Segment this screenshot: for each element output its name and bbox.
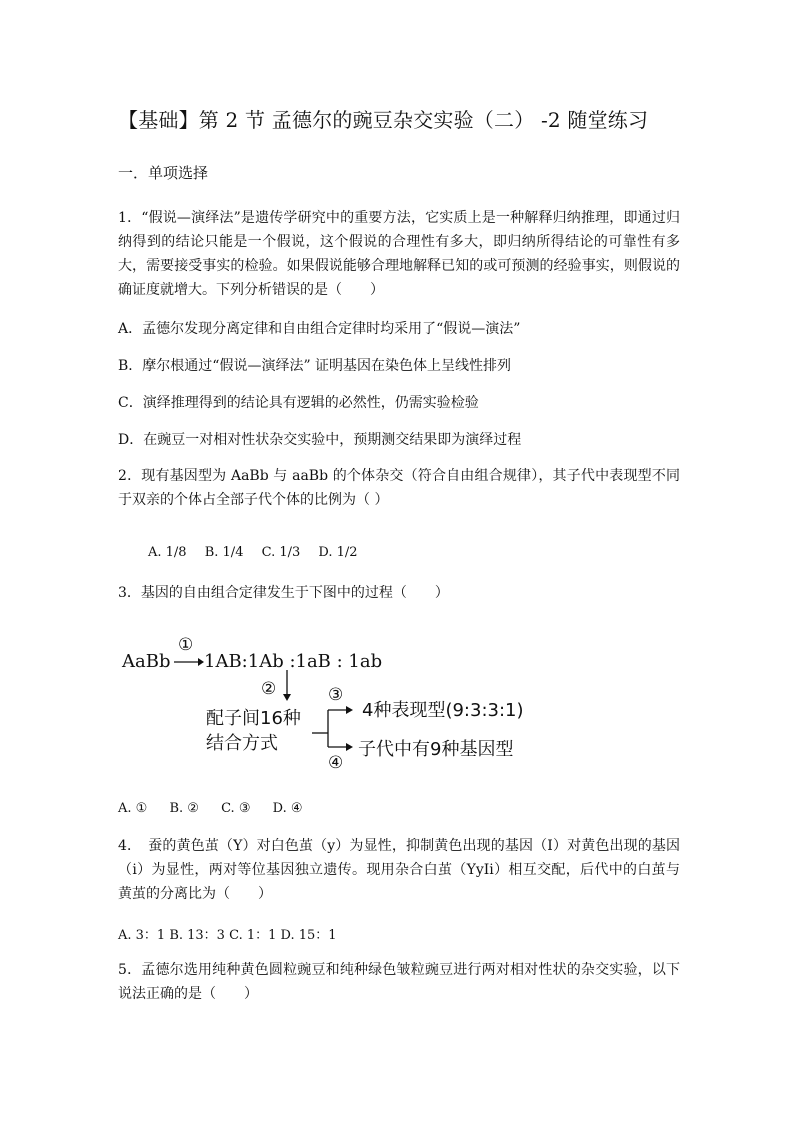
question-1-option-b: B．摩尔根通过“假说—演绎法” 证明基因在染色体上呈线性排列 bbox=[118, 358, 512, 374]
question-4-stem: 4． 蚕的黄色茧（Y）对白色茧（y）为显性，抑制黄色出现的基因（I）对黄色出现的基因（i）为显性，两对等位基因独立遗传。现用杂合白茧（YyIi）相互交配，后代中的白茧与黄茧的分离比为（ ） bbox=[118, 838, 680, 902]
diagram-combine-line-2: 结合方式 bbox=[206, 733, 278, 754]
question-1-option-c: C．演绎推理得到的结论具有逻辑的必然性，仍需实验检验 bbox=[118, 395, 479, 411]
diagram-step-4: ④ bbox=[328, 753, 344, 773]
question-3-options bbox=[118, 801, 321, 816]
diagram-step-2: ② bbox=[261, 679, 277, 699]
diagram-result-4: 子代中有9种基因型 bbox=[358, 739, 514, 760]
option-a: A. ① bbox=[118, 801, 148, 816]
question-1-stem: 1．“假说—演绎法”是遗传学研究中的重要方法，它实质上是一种解释归纳推理，即通过归纳得到的结论只能是一个假说，这个假说的合理性有多大，即归纳所得结论的可靠性有多大，需要接受事实的检验。如果假说能够合理地解释已知的或可预测的经验事实，则假说的确证度就增大。下列分析错误的是（ ） bbox=[118, 210, 680, 298]
diagram-arrow-3-head bbox=[346, 706, 353, 714]
diagram-arrow-4-head bbox=[346, 743, 353, 751]
diagram-combine-line-1: 配子间16种 bbox=[206, 708, 301, 729]
question-2-stem: 2．现有基因型为 AaBb 与 aaBb 的个体杂交（符合自由组合规律），其子代中表现型不同于双亲的个体占全部子代个体的比例为（ ） bbox=[118, 468, 680, 508]
option-b: B. ② bbox=[169, 801, 199, 816]
diagram-step-1: ① bbox=[178, 635, 194, 655]
section-heading: 一．单项选择 bbox=[118, 164, 209, 182]
question-4-options: A. 3：1 B. 13：3 C. 1：1 D. 15：1 bbox=[118, 928, 337, 943]
genetics-diagram bbox=[110, 630, 570, 780]
question-5-stem: 5．孟德尔选用纯种黄色圆粒豌豆和纯种绿色皱粒豌豆进行两对相对性状的杂交实验，以下说法正确的是（ ） bbox=[118, 962, 680, 1002]
page-title: 【基础】第 2 节 孟德尔的豌豆杂交实验（二） -2 随堂练习 bbox=[118, 108, 649, 132]
option-d: D. 1/2 bbox=[318, 545, 358, 560]
option-a: A. 1/8 bbox=[148, 545, 187, 560]
option-b: B. 1/4 bbox=[204, 545, 244, 560]
diagram-result-3: 4种表现型(9:3:3:1) bbox=[362, 700, 524, 721]
diagram-step-3: ③ bbox=[328, 685, 344, 705]
question-1-option-d: D．在豌豆一对相对性状杂交实验中，预期测交结果即为演绎过程 bbox=[118, 432, 522, 448]
diagram-gametes: 1AB:1Ab :1aB : 1ab bbox=[204, 651, 383, 672]
diagram-parent: AaBb bbox=[122, 651, 171, 672]
option-c: C. ③ bbox=[221, 801, 251, 816]
diagram-arrow-2-head bbox=[283, 694, 291, 701]
option-d: D. ④ bbox=[272, 801, 303, 816]
option-c: C. 1/3 bbox=[261, 545, 301, 560]
question-1-option-a: A．孟德尔发现分离定律和自由组合定律时均采用了“假说—演法” bbox=[118, 321, 521, 337]
question-3-stem: 3．基因的自由组合定律发生于下图中的过程（ ） bbox=[118, 585, 449, 601]
question-2-options bbox=[148, 545, 372, 560]
